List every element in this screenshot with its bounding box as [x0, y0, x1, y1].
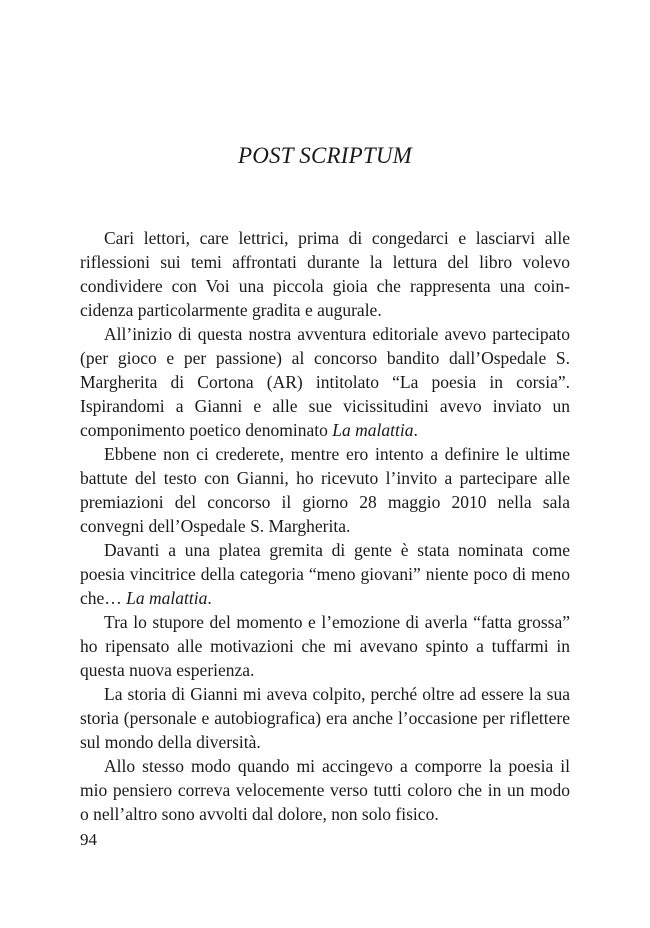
body-text — [80, 226, 570, 826]
paragraph-3: Ebbene non ci crederete, mentre ero intento a definire le ultime battute del testo con Gianni, ho ricevuto l’invito a partecipare alle premiazioni del concorso il giorno 28 maggio 2010 nella sala convegni dell’Ospedale S. Margherita. — [80, 444, 570, 536]
page-number: 94 — [80, 830, 97, 849]
paragraph-5: Tra lo stupore del momento e l’emozione di averla “fatta grossa” ho ripensato alle motivazioni che mi avevano spinto a tuffarmi in questa nuova esperienza. — [80, 612, 570, 680]
paragraph-1: Cari lettori, care lettrici, prima di congedarci e lasciarvi alle riflessioni sui temi affrontati durante la lettura del libro volevo condividere con Voi una piccola gioia che rappresenta una coincidenza particolarmente gradita e augurale. — [80, 228, 570, 320]
italic-title: La malattia — [332, 420, 414, 440]
paragraph-7: Allo stesso modo quando mi accingevo a comporre la poesia il mio pensiero correva velocemente verso tutti coloro che in un modo o nell’altro sono avvolti dal dolore, non solo fisico. — [80, 756, 570, 824]
italic-title: La malattia — [126, 588, 208, 608]
paragraph-4: Davanti a una platea gremita di gente è stata nominata come poesia vincitrice della categoria “meno giovani” niente poco di meno che… La malattia. — [80, 540, 570, 608]
chapter-title: POST SCRIPTUM — [237, 143, 413, 168]
paragraph-6: La storia di Gianni mi aveva colpito, perché oltre ad essere la sua storia (personale e autobiografica) era anche l’occasione per riflettere sul mondo della diversità. — [80, 684, 570, 752]
paragraph-2: All’inizio di questa nostra avventura editoriale avevo partecipato (per gioco e per passione) al concorso bandito dall’Ospedale S. Margherita di Cortona (AR) intitolato “La poesia in corsia”. Ispirandomi a Gianni e alle sue vicissitudini avevo inviato un componimento poetico denominato La malattia. — [80, 324, 570, 440]
